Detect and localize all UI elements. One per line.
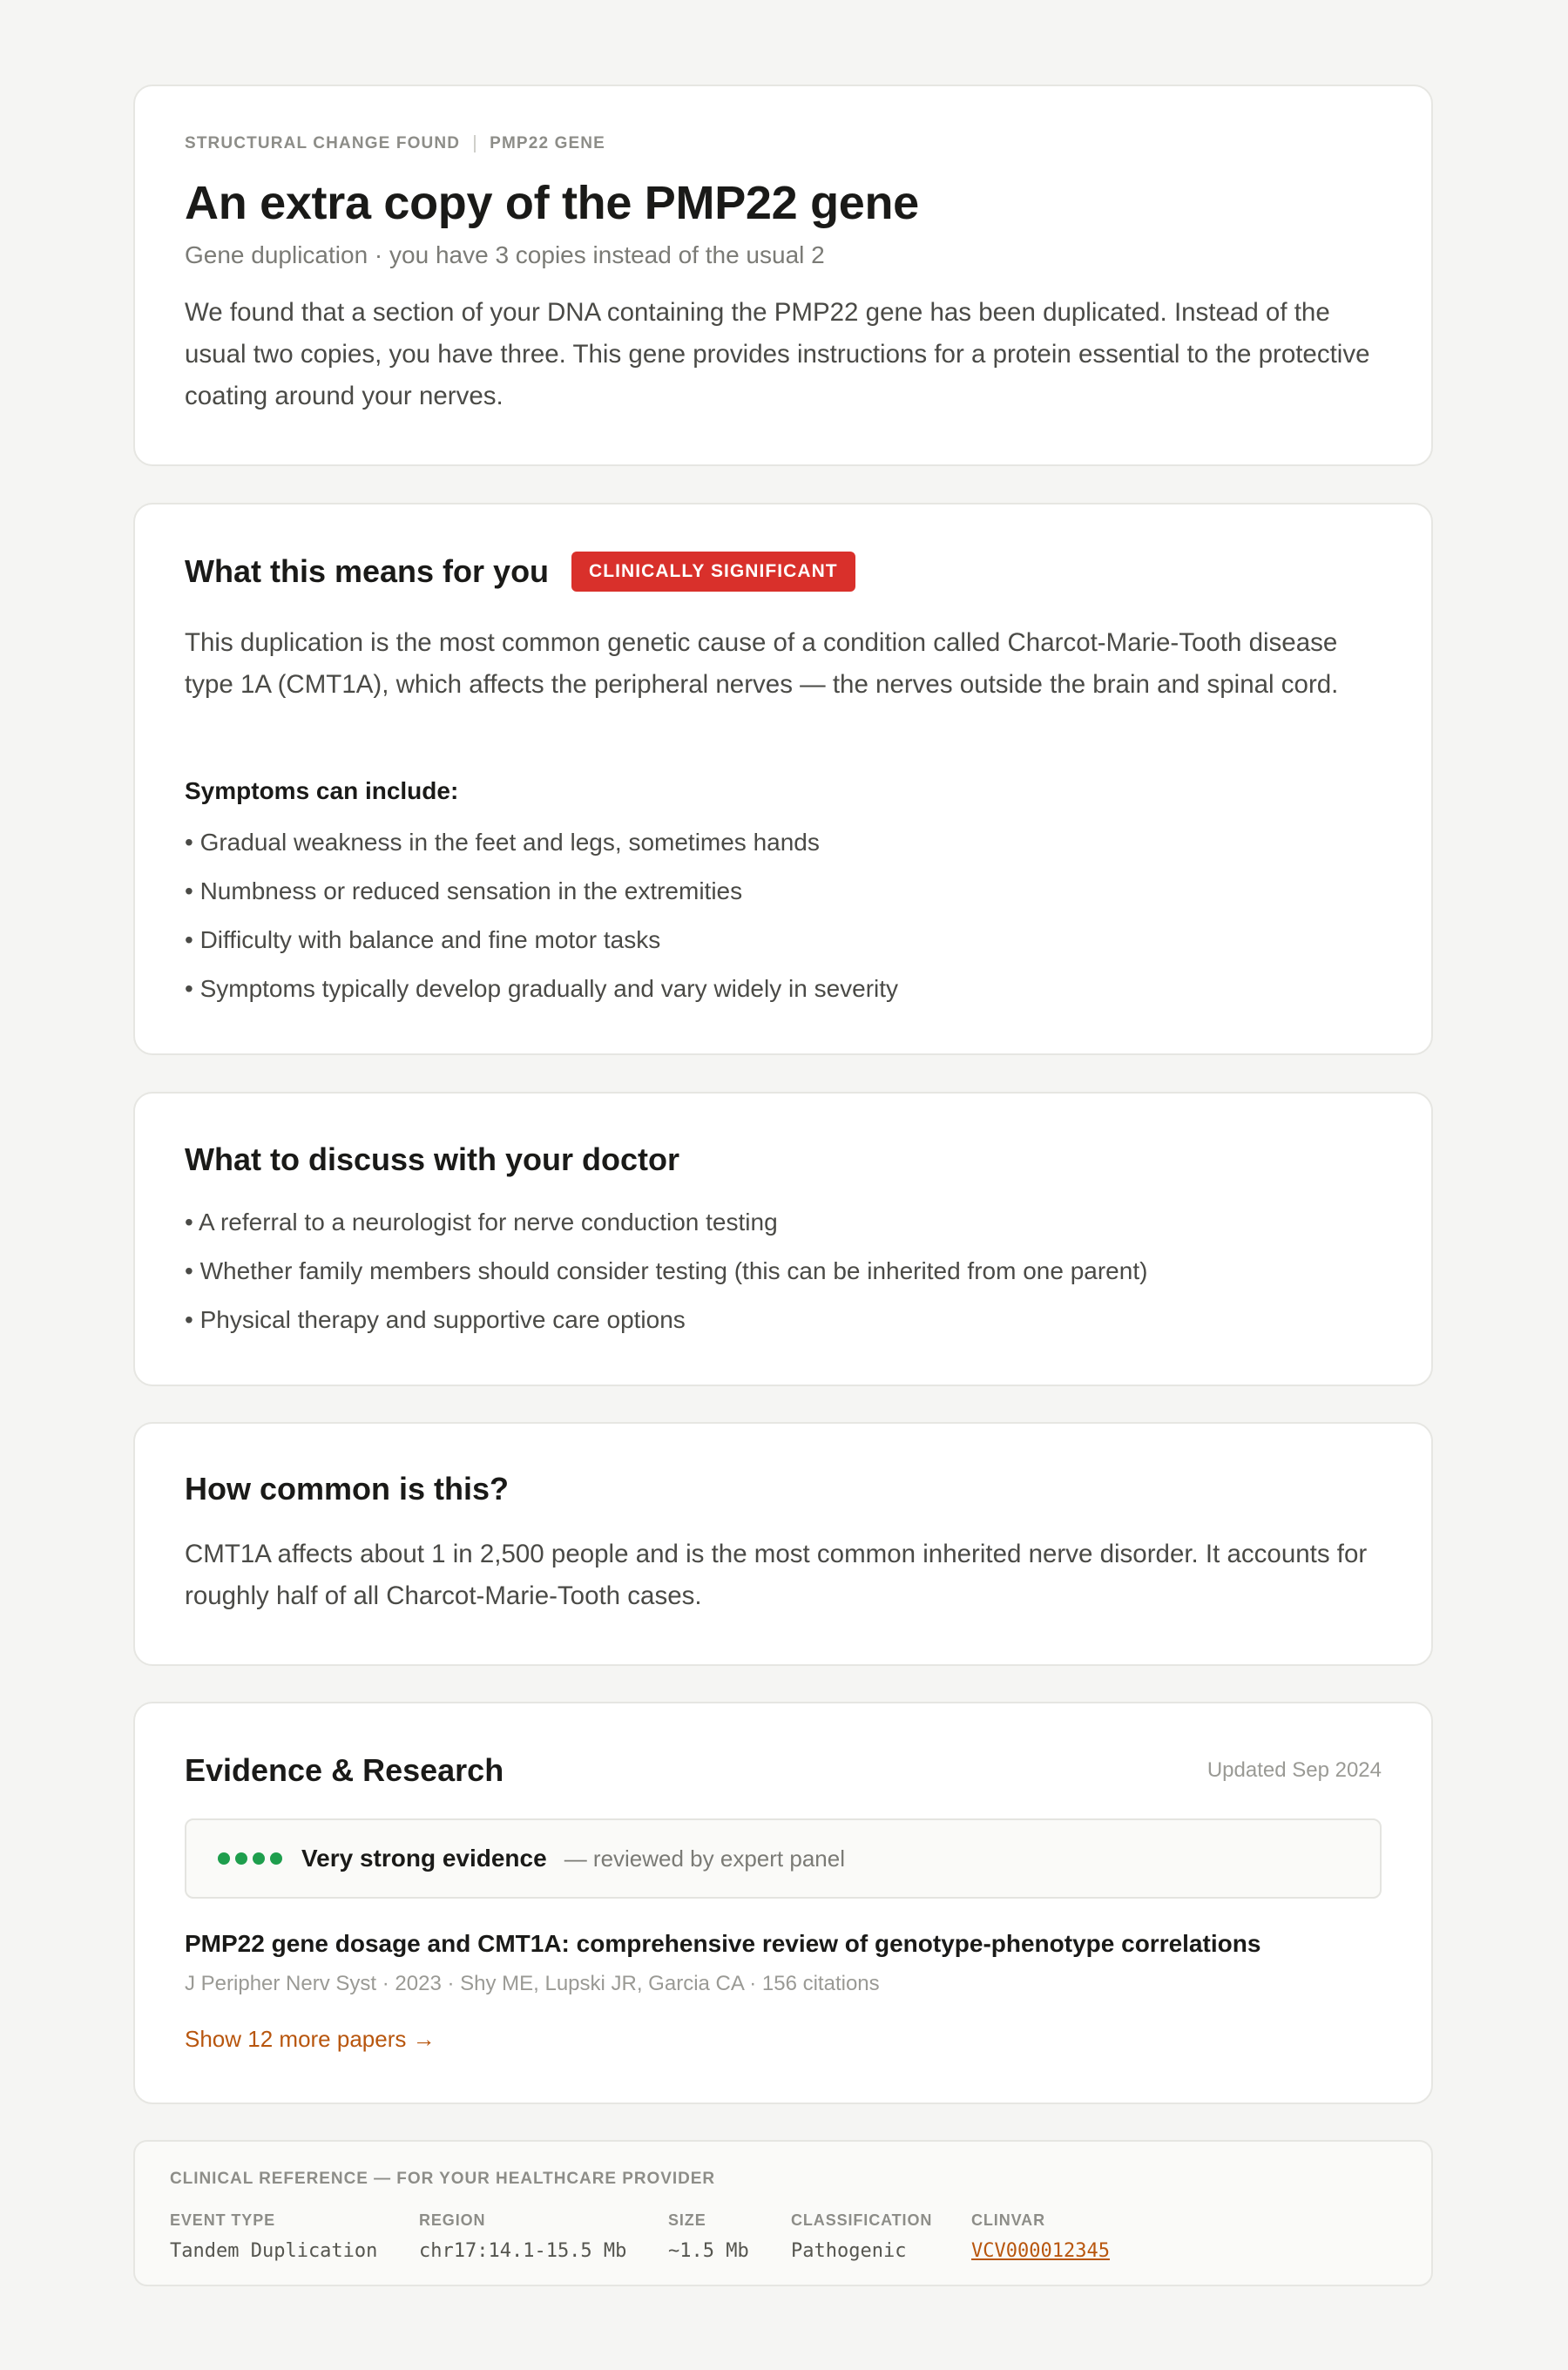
ref-field-region: [419, 2211, 626, 2262]
symptoms-list: [185, 818, 1382, 1013]
ref-field-key: REGION: [419, 2211, 486, 2229]
ref-field-key: EVENT TYPE: [170, 2211, 276, 2229]
ref-field-clinvar: [971, 2211, 1110, 2262]
show-more-papers-link[interactable]: Show 12 more papers →: [185, 2026, 436, 2052]
ref-field-value: ~1.5 Mb: [668, 2240, 749, 2262]
doctor-card: [133, 1092, 1433, 1386]
paper-title[interactable]: PMP22 gene dosage and CMT1A: comprehensive review of genotype-phenotype correlations: [185, 1930, 1261, 1957]
ref-field-value: chr17:14.1-15.5 Mb: [419, 2240, 627, 2262]
evidence-heading: Evidence & Research: [185, 1752, 504, 1788]
symptoms-heading: Symptoms can include:: [185, 777, 459, 804]
strength-dot: [218, 1852, 230, 1865]
meaning-card: [133, 503, 1433, 1055]
summary-card: [133, 85, 1433, 466]
doctor-list: [185, 1198, 1382, 1344]
ref-field-key: CLINVAR: [971, 2211, 1045, 2229]
strength-dot: [235, 1852, 247, 1865]
eyebrow-category: STRUCTURAL CHANGE FOUND: [185, 134, 461, 152]
doctor-heading: What to discuss with your doctor: [185, 1141, 680, 1177]
ref-field-key: SIZE: [668, 2211, 706, 2229]
strength-label: Very strong evidence: [301, 1845, 547, 1872]
reference-heading: CLINICAL REFERENCE — FOR YOUR HEALTHCARE PROVIDER: [170, 2170, 716, 2188]
prevalence-card: [133, 1422, 1433, 1666]
ref-field-event-type: [170, 2211, 377, 2262]
page-title: An extra copy of the PMP22 gene: [185, 177, 919, 229]
strength-note: — reviewed by expert panel: [564, 1845, 845, 1872]
list-item: • Numbness or reduced sensation in the extremities: [185, 877, 743, 904]
ref-field-key: CLASSIFICATION: [791, 2211, 933, 2229]
evidence-card: [133, 1702, 1433, 2104]
show-more-row: [185, 2026, 1382, 2053]
clinvar-link[interactable]: VCV000012345: [971, 2240, 1110, 2262]
ref-field-size: [668, 2211, 749, 2262]
list-item: • Gradual weakness in the feet and legs, sometimes hands: [185, 829, 820, 856]
updated-date: Updated Sep 2024: [1206, 1758, 1382, 1782]
meaning-body: This duplication is the most common genetic cause of a condition called Charcot-Marie-Tooth disease type 1A (CMT1A), which affects the peripheral nerves — the nerves outside the brain and spinal cord.: [185, 628, 1339, 699]
eyebrow-gene: PMP22 GENE: [490, 134, 605, 152]
list-item: • Whether family members should consider testing (this can be inherited from one parent): [185, 1257, 1148, 1284]
clinical-reference-card: [133, 2140, 1433, 2286]
evidence-strength: [185, 1818, 1382, 1899]
significance-badge: CLINICALLY SIGNIFICANT: [571, 552, 855, 592]
list-item: • A referral to a neurologist for nerve conduction testing: [185, 1209, 778, 1236]
ref-field-classification: [791, 2211, 932, 2262]
list-item: • Difficulty with balance and fine motor tasks: [185, 926, 661, 953]
paper-meta: J Peripher Nerv Syst · 2023 · Shy ME, Lupski JR, Garcia CA · 156 citations: [185, 1972, 880, 1995]
meaning-heading: What this means for you: [185, 553, 550, 589]
meaning-header: [185, 552, 1382, 592]
ref-field-value: Tandem Duplication: [170, 2240, 378, 2262]
list-item: • Symptoms typically develop gradually and vary widely in severity: [185, 975, 899, 1002]
strength-dots: [218, 1852, 282, 1865]
ref-field-value: Pathogenic: [791, 2240, 907, 2262]
summary-eyebrow: [185, 134, 1382, 153]
list-item: • Physical therapy and supportive care options: [185, 1306, 686, 1333]
prevalence-body: CMT1A affects about 1 in 2,500 people and is the most common inherited nerve disorder. It accounts for roughly half of all Charcot-Marie-Tooth cases.: [185, 1540, 1368, 1610]
strength-dot: [253, 1852, 265, 1865]
prevalence-heading: How common is this?: [185, 1471, 510, 1507]
eyebrow-divider: [474, 135, 476, 152]
evidence-header: [185, 1752, 1382, 1789]
page-subtitle: Gene duplication · you have 3 copies instead of the usual 2: [185, 241, 825, 268]
strength-dot: [270, 1852, 282, 1865]
summary-body: We found that a section of your DNA containing the PMP22 gene has been duplicated. Instead of the usual two copies, you have three. This gene provides instructions for a protein essential to the protective coating around your nerves.: [185, 298, 1370, 410]
